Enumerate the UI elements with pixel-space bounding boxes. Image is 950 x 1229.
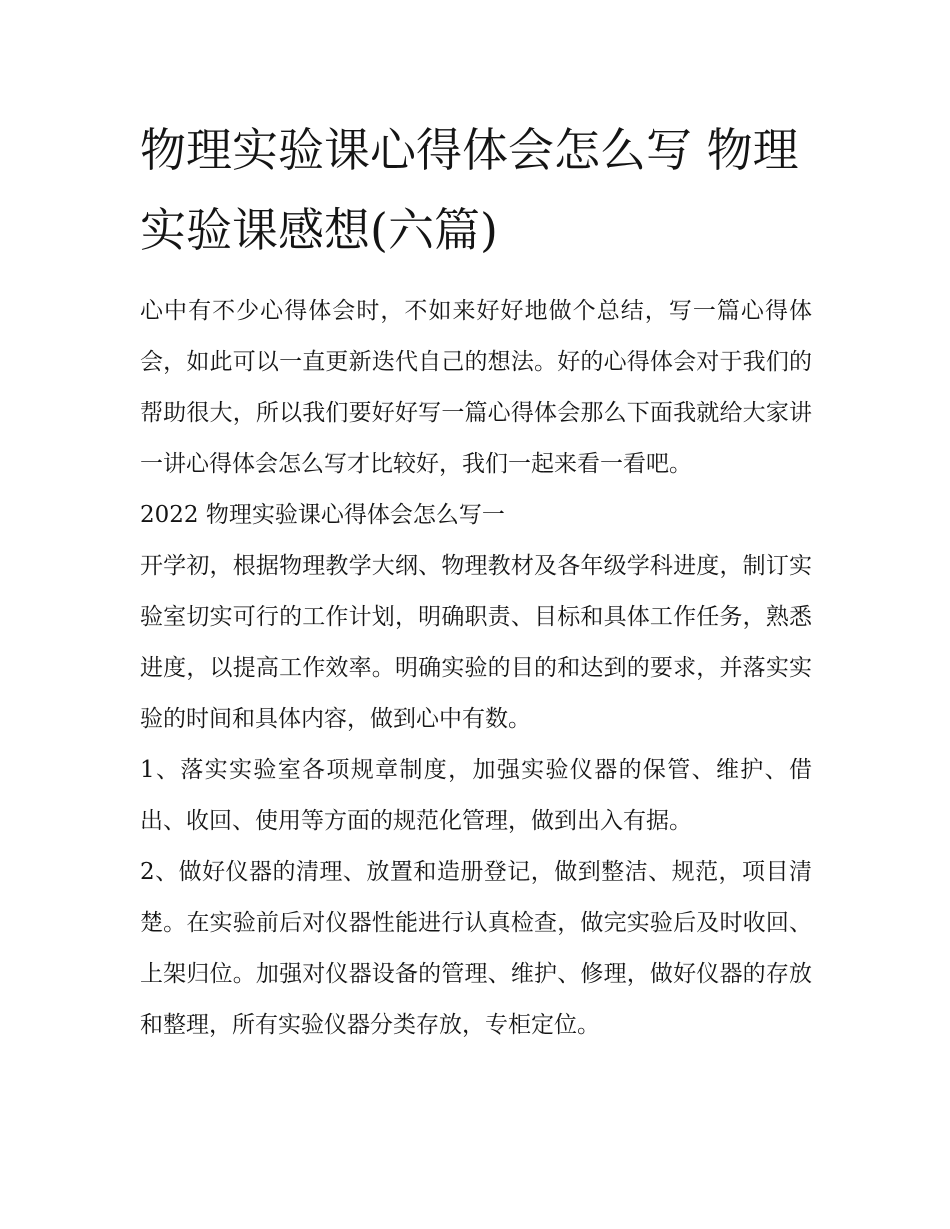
document-title: 物理实验课心得体会怎么写 物理实验课感想(六篇): [140, 123, 799, 257]
document-body: [140, 110, 812, 1051]
body-paragraph-2: 1、落实实验室各项规章制度，加强实验仪器的保管、维护、借出、收回、使用等方面的规范化管理，做到出入有据。: [140, 757, 812, 834]
body-paragraph-3: 2、做好仪器的清理、放置和造册登记，做到整洁、规范，项目清楚。在实验前后对仪器性能进行认真检查，做完实验后及时收回、上架归位。加强对仪器设备的管理、维护、修理，做好仪器的存放和整理，所有实验仪器分类存放，专柜定位。: [140, 859, 812, 1038]
section-heading: 2022 物理实验课心得体会怎么写一: [140, 502, 505, 528]
body-paragraph-1: 开学初，根据物理教学大纲、物理教材及各年级学科进度，制订实验室切实可行的工作计划，明确职责、目标和具体工作任务，熟悉进度，以提高工作效率。明确实验的目的和达到的要求，并落实实验的时间和具体内容，做到心中有数。: [140, 553, 812, 732]
intro-paragraph: 心中有不少心得体会时，不如来好好地做个总结，写一篇心得体会，如此可以一直更新迭代自己的想法。好的心得体会对于我们的帮助很大，所以我们要好好写一篇心得体会那么下面我就给大家讲一讲心得体会怎么写才比较好，我们一起来看一看吧。: [140, 298, 812, 477]
